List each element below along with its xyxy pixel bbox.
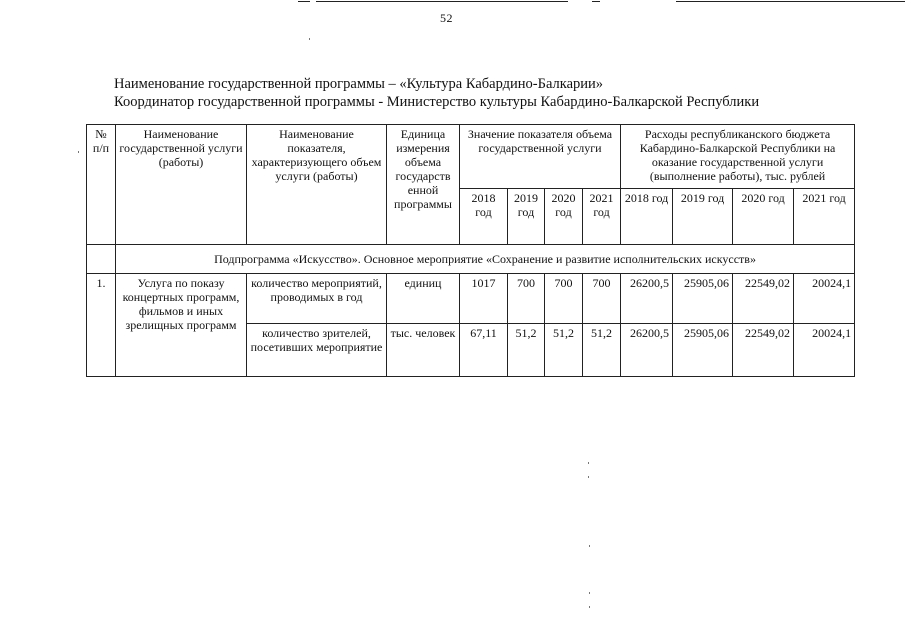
scan-speck: [589, 606, 590, 608]
scan-speck: [78, 151, 79, 153]
header-value-year: 2018 год: [460, 189, 508, 245]
indicator-value: 67,11: [460, 324, 508, 377]
indicator-value: 700: [508, 274, 545, 324]
budget-value: 22549,02: [733, 324, 794, 377]
budget-value: 25905,06: [673, 274, 733, 324]
header-budget-year: 2020 год: [733, 189, 794, 245]
header-budget-year: 2018 год: [621, 189, 673, 245]
indicator-value: 700: [583, 274, 621, 324]
program-title: Наименование государственной программы – «Культура Кабардино-Балкарии»: [114, 76, 604, 92]
scan-speck: [589, 545, 590, 547]
indicator-value: 1017: [460, 274, 508, 324]
services-table: [86, 124, 855, 377]
indicator-unit: тыс. человек: [387, 324, 460, 377]
indicator-name: количество зрителей, посетивших мероприятие: [247, 324, 387, 377]
scan-speck: [588, 476, 589, 478]
scan-speck: [588, 462, 589, 464]
subprogram-number-cell: [87, 245, 116, 274]
scan-edge-mark: [592, 1, 600, 2]
indicator-value: 700: [545, 274, 583, 324]
indicator-name: количество мероприятий, проводимых в год: [247, 274, 387, 324]
header-value-year: 2020 год: [545, 189, 583, 245]
scan-edge-mark: [298, 1, 310, 2]
service-name: Услуга по показу концертных программ, фильмов и иных зрелищных программ: [116, 274, 247, 377]
header-number: № п/п: [87, 125, 116, 245]
header-budget-year: 2021 год: [794, 189, 855, 245]
indicator-unit: единиц: [387, 274, 460, 324]
subprogram-title: Подпрограмма «Искусство». Основное мероприятие «Сохранение и развитие исполнительских искусств»: [116, 245, 855, 274]
indicator-value: 51,2: [508, 324, 545, 377]
budget-value: 26200,5: [621, 324, 673, 377]
header-budget: Расходы республиканского бюджета Кабардино-Балкарской Республики на оказание государственной услуги (выполнение работы), тыс. рублей: [621, 125, 855, 189]
budget-value: 20024,1: [794, 274, 855, 324]
header-indicator-value: Значение показателя объема государственной услуги: [460, 125, 621, 189]
program-coordinator: Координатор государственной программы - Министерство культуры Кабардино-Балкарской Республики: [114, 94, 760, 110]
indicator-value: 51,2: [545, 324, 583, 377]
header-unit: Единица измерения объема государств енной программы: [387, 125, 460, 245]
service-number: 1.: [87, 274, 116, 377]
header-service-name: Наименование государственной услуги (работы): [116, 125, 247, 245]
budget-value: 22549,02: [733, 274, 794, 324]
header-value-year: 2019 год: [508, 189, 545, 245]
header-value-year: 2021 год: [583, 189, 621, 245]
page-number: 52: [440, 11, 453, 25]
scan-speck: [309, 38, 310, 40]
header-budget-year: 2019 год: [673, 189, 733, 245]
indicator-value: 51,2: [583, 324, 621, 377]
budget-value: 25905,06: [673, 324, 733, 377]
scan-edge-mark: [676, 1, 905, 2]
scan-speck: [589, 592, 590, 594]
budget-value: 26200,5: [621, 274, 673, 324]
scan-edge-mark: [316, 1, 568, 2]
budget-value: 20024,1: [794, 324, 855, 377]
header-indicator-name: Наименование показателя, характеризующего объем услуги (работы): [247, 125, 387, 245]
